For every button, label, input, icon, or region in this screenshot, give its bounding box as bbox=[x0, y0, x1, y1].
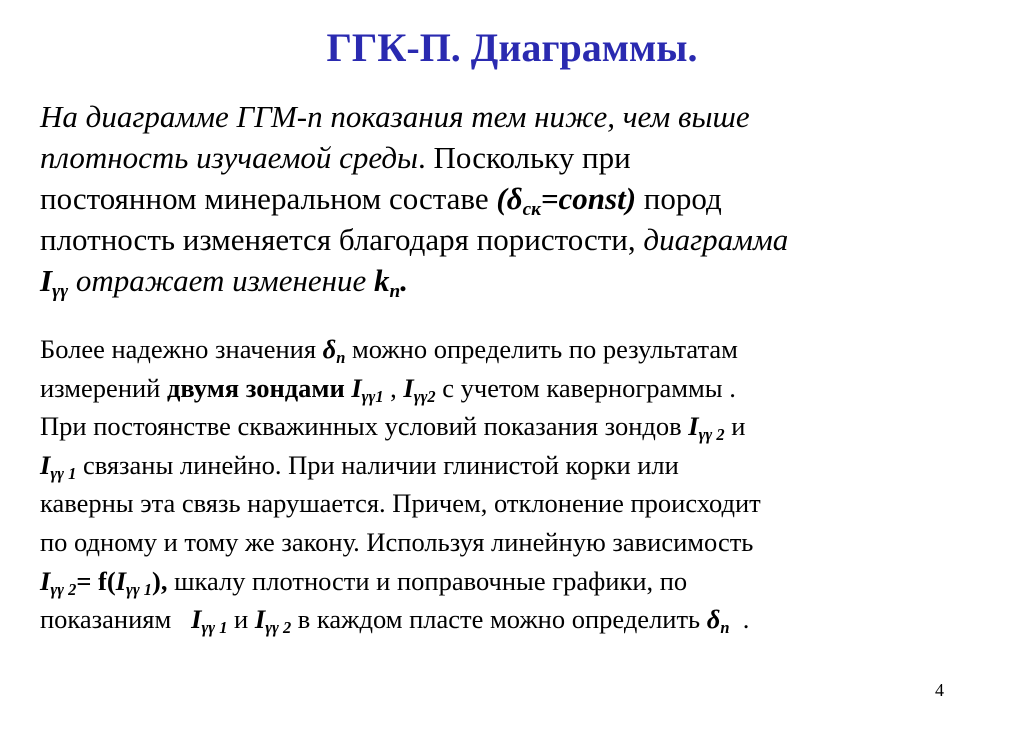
paragraph-1-line-2 bbox=[40, 137, 1000, 178]
symbol: I bbox=[40, 449, 51, 480]
formula-I-gg2 bbox=[40, 565, 77, 599]
text: можно определить по результатам bbox=[352, 334, 738, 364]
text: , bbox=[390, 372, 397, 403]
paragraph-1-line-4 bbox=[40, 219, 1000, 260]
subscript: γγ 2 bbox=[50, 579, 77, 599]
text: . bbox=[400, 263, 408, 298]
text: =const) bbox=[540, 181, 637, 216]
page-number: 4 bbox=[935, 680, 944, 700]
formula-I-gg1 bbox=[115, 565, 152, 599]
text: шкалу плотности и поправочные графики, по bbox=[174, 565, 688, 596]
symbol: I bbox=[191, 604, 202, 635]
subscript: γγ 1 bbox=[50, 463, 77, 483]
formula-k-p bbox=[374, 263, 408, 302]
text: = f( bbox=[76, 565, 116, 596]
paragraph-2-line-7 bbox=[40, 562, 1000, 601]
text: ( bbox=[496, 181, 507, 216]
formula-delta-p bbox=[706, 604, 730, 638]
paragraph-1-line-1 bbox=[40, 96, 1000, 137]
delta-symbol: δ bbox=[706, 604, 721, 635]
text: плотность изучаемой среды bbox=[40, 140, 419, 175]
delta-symbol: δ bbox=[322, 334, 337, 364]
text: диаграмма bbox=[643, 222, 789, 257]
text: в каждом пласте можно определить bbox=[297, 604, 701, 635]
text: каверны эта связь нарушается. Причем, отклонение происходит bbox=[40, 488, 761, 519]
text: с учетом кавернограммы . bbox=[442, 372, 736, 403]
text: показаниям bbox=[40, 604, 172, 635]
text: отражает изменение bbox=[75, 263, 367, 298]
paragraph-2-line-1 bbox=[40, 330, 1000, 369]
subscript: γγ bbox=[52, 280, 69, 302]
formula-delta-p bbox=[322, 334, 346, 367]
text: измерений bbox=[40, 372, 161, 403]
subscript: γγ 2 bbox=[265, 618, 292, 638]
formula-I-gg1 bbox=[191, 604, 228, 638]
paragraph-2-line-2 bbox=[40, 369, 1000, 408]
text: При постоянстве скважинных условий показания зондов bbox=[40, 411, 682, 442]
symbol: I bbox=[688, 411, 699, 442]
symbol: k bbox=[374, 263, 390, 298]
text: . Поскольку при bbox=[418, 140, 631, 175]
symbol: I bbox=[254, 604, 266, 635]
text: двумя зондами bbox=[167, 372, 345, 403]
formula-I-gg bbox=[40, 263, 69, 302]
text: связаны линейно. При наличии глинистой корки или bbox=[82, 449, 679, 480]
subscript: γγ 1 bbox=[201, 618, 228, 638]
symbol: I bbox=[403, 372, 414, 403]
paragraph-2-line-3 bbox=[40, 407, 1000, 446]
text: . bbox=[742, 604, 750, 635]
subscript: п bbox=[336, 347, 346, 367]
text: и bbox=[731, 411, 746, 442]
text: На диаграмме ГГМ-п показания тем ниже, чем выше bbox=[40, 99, 750, 134]
formula-density-const bbox=[496, 181, 637, 220]
paragraph-1 bbox=[40, 96, 1000, 301]
text: по одному и тому же закону. Используя линейную зависимость bbox=[40, 526, 754, 557]
slide-title: ГГК-П. Диаграммы. bbox=[326, 25, 698, 70]
subscript: γγ 2 bbox=[698, 425, 725, 445]
subscript: п bbox=[720, 618, 730, 638]
formula-I-gg2 bbox=[688, 411, 725, 445]
symbol: I bbox=[115, 565, 127, 596]
text: Более надежно значения bbox=[40, 334, 317, 364]
text: плотность изменяется благодаря пористости, bbox=[40, 222, 636, 257]
paragraph-2-line-6 bbox=[40, 523, 1000, 562]
subscript: γγ2 bbox=[413, 386, 436, 406]
text: пород bbox=[643, 181, 722, 216]
paragraph-1-line-3 bbox=[40, 178, 1000, 219]
subscript: ск bbox=[522, 198, 541, 220]
subscript: γγ1 bbox=[361, 386, 384, 406]
paragraph-2-line-4 bbox=[40, 446, 1000, 485]
paragraph-2-line-5 bbox=[40, 484, 1000, 523]
formula-I-gg2 bbox=[254, 604, 292, 638]
paragraph-2-line-8 bbox=[40, 600, 1000, 639]
text: и bbox=[234, 604, 249, 635]
formula-I-gg2 bbox=[403, 372, 436, 406]
text: ), bbox=[152, 565, 168, 596]
subscript: γγ 1 bbox=[126, 579, 152, 599]
paragraph-1-line-5 bbox=[40, 260, 1000, 301]
symbol: I bbox=[40, 565, 51, 596]
paragraph-2 bbox=[40, 330, 1000, 639]
symbol: I bbox=[351, 372, 362, 403]
formula-I-gg1 bbox=[40, 449, 77, 483]
symbol: I bbox=[40, 263, 53, 298]
formula-I-gg1 bbox=[351, 372, 384, 406]
text: постоянном минеральном составе bbox=[40, 181, 489, 216]
subscript: п bbox=[389, 280, 401, 302]
delta-symbol: δ bbox=[506, 181, 523, 216]
